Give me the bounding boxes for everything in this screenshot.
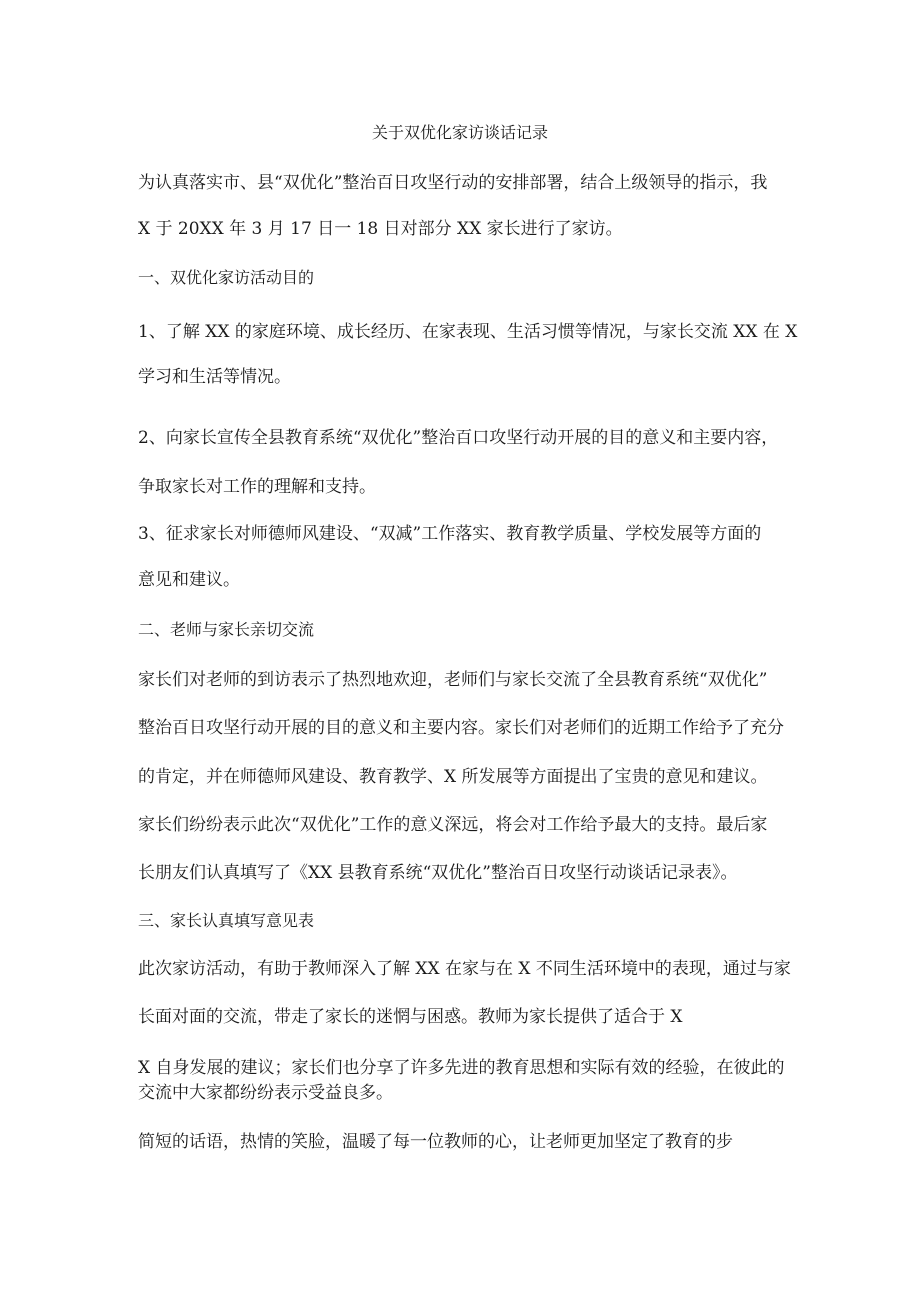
document-title: 关于双优化家访谈话记录 [371,123,548,142]
paragraph-line: 简短的话语，热情的笑脸，温暖了每一位教师的心，让老师更加坚定了教育的步 [138,1132,733,1152]
paragraph-line: 长朋友们认真填写了《XX 县教育系统“双优化”整治百日攻坚行动谈话记录表》。 [138,863,738,883]
paragraph-line: X 于 20XX 年 3 月 17 日一 18 日对部分 XX 家长进行了家访。 [138,219,623,239]
paragraph-line: 2、向家长宣传全县教育系统“双优化”整治百口攻坚行动开展的目的意义和主要内容， [138,428,779,448]
section-heading-2: 二、老师与家长亲切交流 [138,620,315,639]
paragraph-line: 的肯定，并在师德师风建设、教育教学、X 所发展等方面提出了宝贵的意见和建议。 [138,767,768,787]
paragraph-line: 学习和生活等情况。 [138,367,291,387]
paragraph-line: 长面对面的交流，带走了家长的迷惘与困惑。教师为家长提供了适合于 X [138,1007,683,1027]
paragraph-line: 整治百日攻坚行动开展的目的意义和主要内容。家长们对老师们的近期工作给予了充分 [138,718,784,738]
paragraph-line: 此次家访活动，有助于教师深入了解 XX 在家与在 X 不同生活环境中的表现，通过与家 [138,959,791,979]
paragraph-line: 为认真落实市、县“双优化”整治百日攻坚行动的安排部署，结合上级领导的指示，我 [138,173,768,193]
paragraph-line: 家长们对老师的到访表示了热烈地欢迎，老师们与家长交流了全县教育系统“双优化” [138,670,768,690]
paragraph-line: 交流中大家都纷纷表示受益良多。 [138,1083,393,1103]
paragraph-line: 1、了解 XX 的家庭环境、成长经历、在家表现、生活习惯等情况，与家长交流 XX 在 X [138,322,798,342]
section-heading-3: 三、家长认真填写意见表 [138,911,315,930]
section-heading-1: 一、双优化家访活动目的 [138,268,315,287]
paragraph-line: 3、征求家长对师德师风建设、“双减”工作落实、教育教学质量、学校发展等方面的 [138,524,762,544]
paragraph-line: 争取家长对工作的理解和支持。 [138,477,376,497]
paragraph-line: 家长们纷纷表示此次“双优化”工作的意义深远，将会对工作给予最大的支持。最后家 [138,815,768,835]
paragraph-line: X 自身发展的建议；家长们也分享了许多先进的教育思想和实际有效的经验，在彼此的 [138,1058,785,1078]
paragraph-line: 意见和建议。 [138,570,240,590]
